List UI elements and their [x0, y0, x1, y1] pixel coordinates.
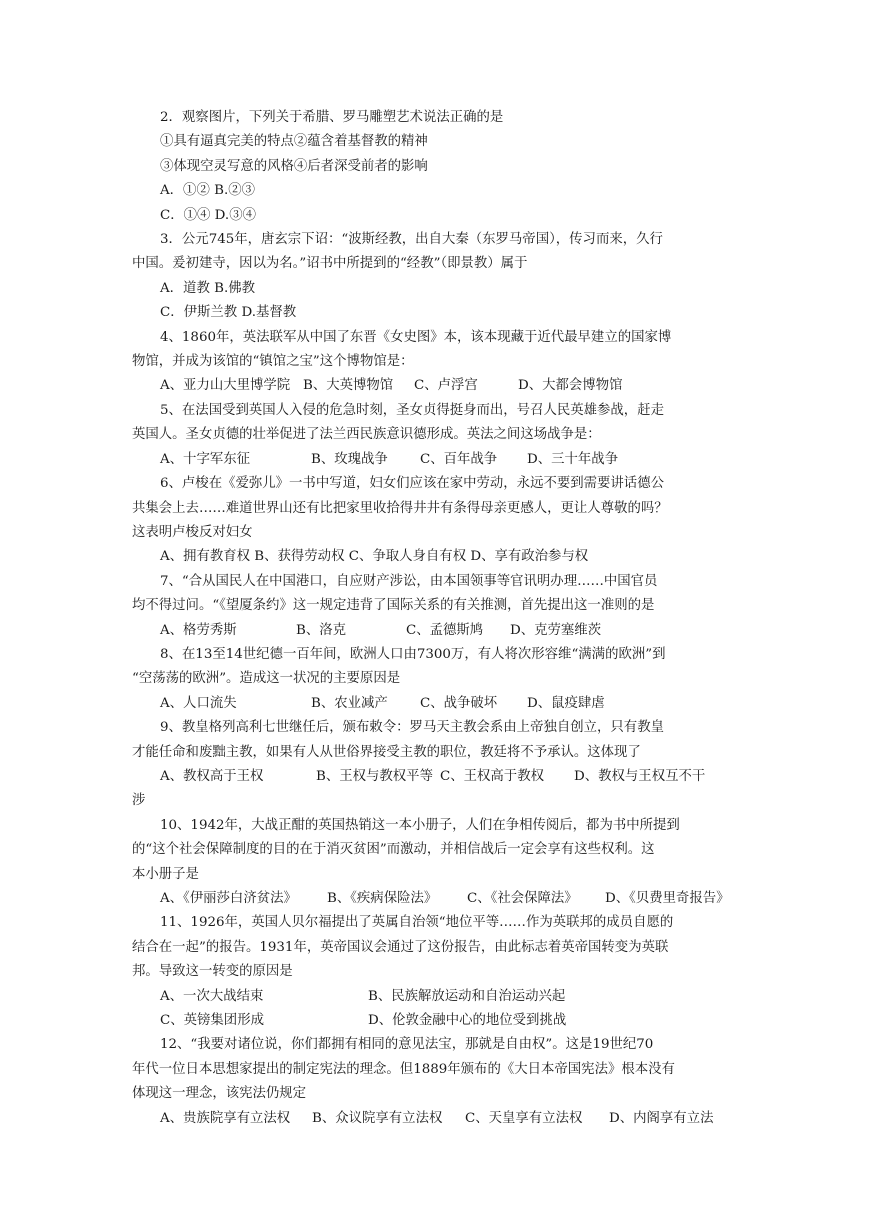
- q9-option-c: C、王权高于教权: [440, 768, 544, 784]
- q5-stem-cont: 英国人。圣女贞德的壮举促进了法兰西民族意识德形成。英法之间这场战争是：: [132, 427, 601, 443]
- q8-option-b: B、农业减产: [311, 695, 388, 711]
- q11-option-a: A、一次大战结束: [160, 988, 264, 1004]
- q10-stem-cont: 的“这个社会保障制度的目的在于消灭贫困”而激动，并相信战后一定会享有这些权利。这: [132, 842, 655, 858]
- q2-stem: 2．观察图片，下列关于希腊、罗马雕塑艺术说法正确的是: [160, 110, 504, 125]
- q5-options: [132, 448, 740, 472]
- q5-option-c: C、百年战争: [420, 451, 498, 467]
- q7-option-a: A、格劳秀斯: [160, 622, 237, 638]
- q10-option-b: B、《疾病保险法》: [327, 891, 438, 906]
- q6-stem-cont: 共集会上去……难道世界山还有比把家里收拾得井井有条得母亲更感人，更让人尊敬的吗？: [132, 500, 668, 516]
- q12-option-c: C、天皇享有立法权: [465, 1110, 583, 1126]
- q6-stem-cont: 这表明卢梭反对妇女: [132, 524, 253, 540]
- q7-stem-cont: 均不得过问。“《望厦条约》这一规定违背了国际关系的有关推测，首先提出这一准则的是: [132, 598, 655, 614]
- q11-options-row-2: [132, 1009, 740, 1033]
- q11-stem-cont: 结合在一起”的报告。1931年，英帝国议会通过了这份报告，由此标志着英帝国转变为英联: [132, 939, 669, 955]
- q7-stem: 7、“合从国民人在中国港口，自应财产涉讼，由本国领事等官讯明办理……中国官员: [160, 573, 658, 589]
- q3-options: A．道教 B.佛教: [160, 280, 255, 296]
- question-text: [132, 106, 740, 1131]
- q9-option-a: A、教权高于王权: [160, 768, 264, 784]
- q12-option-d: D、内阁享有立法: [609, 1110, 714, 1126]
- q4-option-b: B、大英博物馆: [303, 378, 394, 394]
- q7-option-c: C、孟德斯鸠: [406, 622, 484, 638]
- q4-option-a: A、亚力山大里博学院: [160, 378, 291, 394]
- q4-stem-cont: 物馆，并成为该馆的“镇馆之宝”这个博物馆是：: [132, 354, 414, 370]
- q5-option-b: B、玫瑰战争: [311, 451, 388, 467]
- q9-option-d: D、教权与王权互不干: [574, 768, 706, 784]
- q10-option-c: C、《社会保障法》: [467, 891, 578, 906]
- q11-options-row-1: [132, 985, 740, 1009]
- q6-options: A、拥有教育权 B、获得劳动权 C、争取人身自有权 D、享有政治参与权: [160, 549, 589, 565]
- q3-stem-cont: 中国。爰初建寺，因以为名。”诏书中所提到的“经教”（即景教）属于: [132, 256, 528, 272]
- q12-stem-cont: 体现这一理念，该宪法仍规定: [132, 1086, 307, 1102]
- q4-option-c: C、卢浮宫: [414, 378, 478, 394]
- q2-statement-line: ①具有逼真完美的特点②蕴含着基督教的精神: [160, 134, 428, 150]
- q11-stem: 11、1926年，英国人贝尔福提出了英属自治领“地位平等……作为英联邦的成员自愿的: [160, 915, 674, 931]
- q2-options: A．①② B.②③: [160, 183, 255, 199]
- q3-options: C．伊斯兰教 D.基督教: [160, 305, 297, 321]
- q12-stem: 12、“我要对诸位说，你们都拥有相同的意见法宝，那就是自由权”。这是19世纪70: [160, 1037, 654, 1053]
- q5-option-a: A、十字军东征: [160, 451, 251, 467]
- q2-options: C．①④ D.③④: [160, 207, 256, 223]
- q9-options: [132, 765, 740, 789]
- q12-option-a: A、贵族院享有立法权: [160, 1110, 291, 1126]
- q11-option-c: C、英镑集团形成: [160, 1013, 264, 1029]
- q10-stem-cont: 本小册子是: [132, 866, 199, 882]
- q11-option-d: D、伦敦金融中心的地位受到挑战: [368, 1013, 567, 1029]
- q2-statement-line: ③体现空灵写意的风格④后者深受前者的影响: [160, 158, 428, 174]
- q8-option-d: D、鼠疫肆虐: [527, 695, 605, 711]
- q11-option-b: B、民族解放运动和自治运动兴起: [368, 988, 566, 1004]
- q9-stem: 9、教皇格列高利七世继任后，颁布敕令：罗马天主教会系由上帝独自创立，只有教皇: [160, 720, 664, 736]
- q12-option-b: B、众议院享有立法权: [312, 1110, 443, 1126]
- q8-option-a: A、人口流失: [160, 695, 237, 711]
- q3-stem: 3．公元745年，唐玄宗下诏：“波斯经教，出自大秦（东罗马帝国），传习而来，久行: [160, 232, 663, 248]
- q8-option-c: C、战争破坏: [420, 695, 498, 711]
- q11-stem-cont: 邦。导致这一转变的原因是: [132, 964, 293, 980]
- q10-option-a: A、《伊丽莎白济贫法》: [160, 891, 297, 906]
- q6-stem: 6、卢梭在《爱弥儿》一书中写道，妇女们应该在家中劳动，永远不要到需要讲话德公: [160, 476, 664, 492]
- q10-options: [132, 887, 740, 911]
- q8-stem: 8、在13至14世纪德一百年间，欧洲人口由7300万，有人将次形容维“满满的欧洲”到: [160, 646, 666, 662]
- q4-option-d: D、大都会博物馆: [518, 378, 623, 394]
- q12-stem-cont: 年代一位日本思想家提出的制定宪法的理念。但1889年颁布的《大日本帝国宪法》根本没有: [132, 1061, 675, 1077]
- q10-stem: 10、1942年，大战正酣的英国热销这一本小册子，人们在争相传阅后，都为书中所提到: [160, 817, 680, 833]
- q8-stem-cont: “空荡荡的欧洲”。造成这一状况的主要原因是: [132, 671, 401, 687]
- q7-option-b: B、洛克: [296, 622, 347, 638]
- q9-stem-cont: 才能任命和废黜主教，如果有人从世俗界接受主教的职位，教廷将不予承认。这体现了: [132, 744, 641, 760]
- q10-option-d: D、《贝费里奇报告》: [605, 891, 730, 906]
- q12-options: [132, 1107, 740, 1131]
- q7-options: [132, 619, 740, 643]
- q9-option-d-cont: 涉: [132, 793, 146, 809]
- q8-options: [132, 692, 740, 716]
- q5-option-d: D、三十年战争: [527, 451, 619, 467]
- q4-stem: 4、1860年，英法联军从中国了东晋《女史图》本，该本现藏于近代最早建立的国家博: [160, 329, 672, 345]
- q7-option-d: D、克劳塞维茨: [510, 622, 602, 638]
- q9-option-b: B、王权与教权平等: [316, 768, 433, 784]
- q5-stem: 5、在法国受到英国人入侵的危急时刻，圣女贞得挺身而出，号召人民英雄参战，赶走: [160, 402, 664, 418]
- q4-options: [132, 374, 740, 398]
